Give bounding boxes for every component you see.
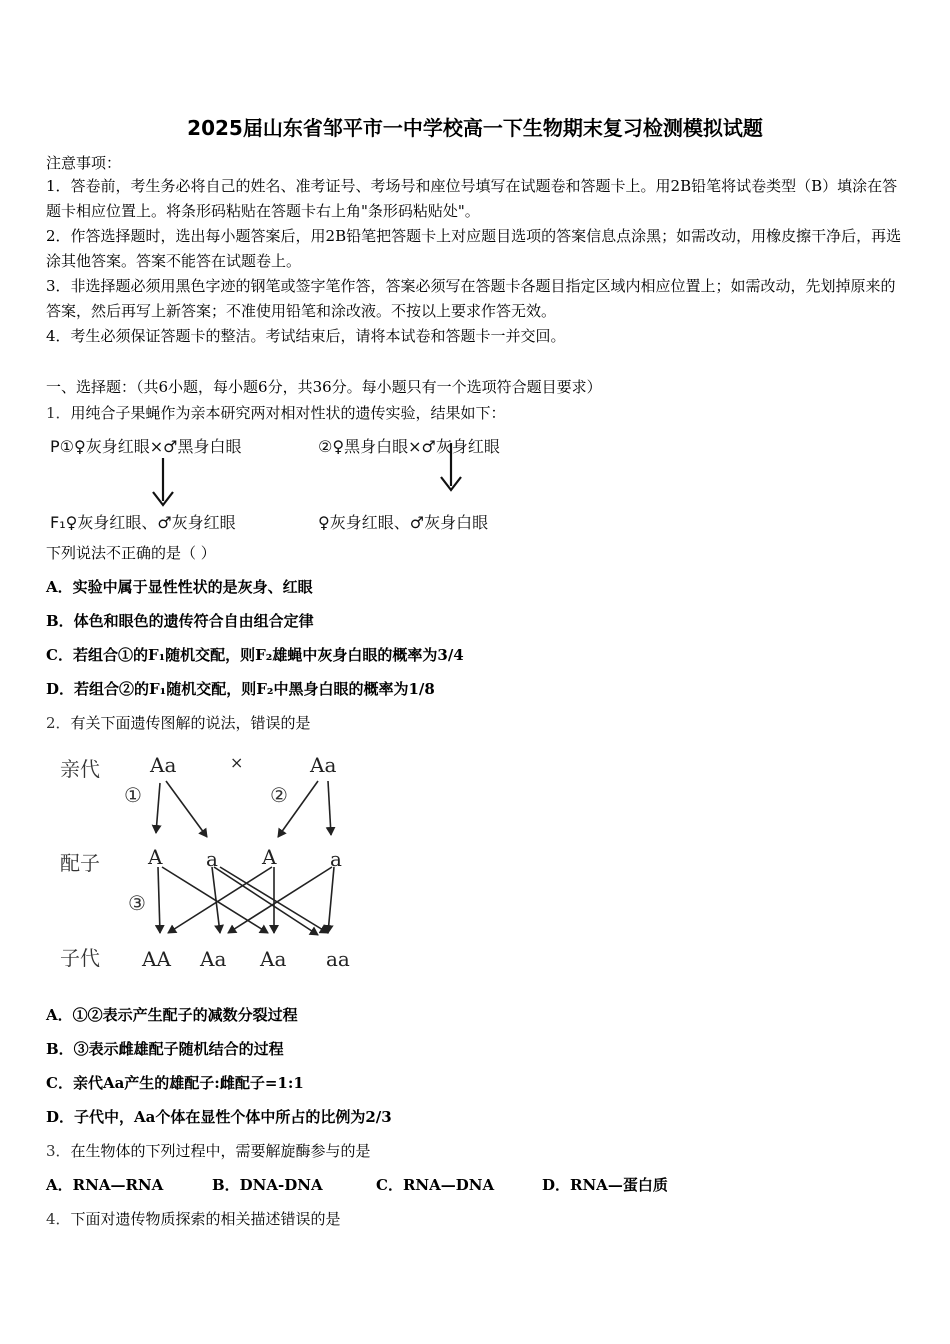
notice-heading: 注意事项： xyxy=(46,154,122,172)
step-marker-1: ① xyxy=(124,783,142,807)
cross-1-parents: P①♀灰身红眼×♂黑身白眼 xyxy=(50,437,242,456)
question-2 xyxy=(46,712,311,733)
q2-option-a: A．①②表示产生配子的减数分裂过程 xyxy=(46,1006,298,1024)
notice-item-2: 2．作答选择题时，选出每小题答案后，用2B铅笔把答题卡上对应题目选项的答案信息点涂黑；如需改动，用橡皮擦干净后，再选涂其他答案。答案不能答在试题卷上。 xyxy=(46,227,902,270)
row-label-gamete: 配子 xyxy=(60,851,100,875)
parent-1: Aa xyxy=(150,753,177,777)
question-number: 4． xyxy=(46,1210,71,1228)
q2-option-c: C．亲代Aa产生的雄配子:雌配子=1:1 xyxy=(46,1074,304,1092)
cross-symbol: × xyxy=(230,753,244,772)
q2-option-b: B．③表示雌雄配子随机结合的过程 xyxy=(46,1040,284,1058)
step-marker-3: ③ xyxy=(128,891,146,915)
gamete-A-1: A xyxy=(148,845,163,869)
q2-option-d: D．子代中，Aa个体在显性个体中所占的比例为2/3 xyxy=(46,1108,392,1126)
offspring-aa: aa xyxy=(326,947,350,971)
notice-item-1: 1．答卷前，考生务必将自己的姓名、准考证号、考场号和座位号填写在试题卷和答题卡上。用2B铅笔将试卷类型（B）填涂在答题卡相应位置上。将条形码粘贴在答题卡右上角"条形码粘贴处"。 xyxy=(46,177,898,220)
question-number: 3． xyxy=(46,1142,71,1160)
row-label-parent: 亲代 xyxy=(60,757,100,781)
gamete-A-2: A xyxy=(262,845,277,869)
cross-1-arrow xyxy=(140,455,180,511)
notice-item-3: 3．非选择题必须用黑色字迹的钢笔或签字笔作答，答案必须写在答题卡各题目指定区域内相应位置上；如需改动，先划掉原来的答案，然后再写上新答案；不准使用铅笔和涂改液。不按以上要求作答无效。 xyxy=(46,277,896,320)
q3-option-a: A．RNA—RNA xyxy=(46,1176,164,1194)
cross-1-f1: F₁♀灰身红眼、♂灰身红眼 xyxy=(50,513,236,532)
gamete-a-1: a xyxy=(206,847,218,871)
page-title: 2025届山东省邹平市一中学校高一下生物期末复习检测模拟试题 xyxy=(187,116,763,140)
q1-option-a: A．实验中属于显性性状的是灰身、红眼 xyxy=(46,578,313,596)
section-heading: 一、选择题：（共6小题，每小题6分，共36分。每小题只有一个选项符合题目要求） xyxy=(46,378,602,396)
question-stem: 在生物体的下列过程中，需要解旋酶参与的是 xyxy=(70,1142,371,1160)
question-stem: 有关下面遗传图解的说法，错误的是 xyxy=(70,714,311,732)
offspring-Aa-1: Aa xyxy=(200,947,227,971)
question-1 xyxy=(46,402,506,423)
q1-option-c: C．若组合①的F₁随机交配，则F₂雄蝇中灰身白眼的概率为3/4 xyxy=(46,646,464,664)
genetics-diagram xyxy=(50,745,370,980)
cross-2-parents: ②♀黑身白眼×♂灰身红眼 xyxy=(318,437,500,456)
cross-2-arrow xyxy=(428,440,468,496)
question-4 xyxy=(46,1208,341,1229)
row-label-offspring: 子代 xyxy=(60,946,100,970)
question-number: 2． xyxy=(46,714,71,732)
question-1-prompt: 下列说法不正确的是（ ） xyxy=(46,544,216,562)
q3-option-b: B．DNA-DNA xyxy=(212,1176,323,1194)
q3-option-d: D．RNA—蛋白质 xyxy=(542,1176,668,1194)
question-number: 1． xyxy=(46,404,71,422)
step-marker-2: ② xyxy=(270,783,288,807)
q1-option-d: D．若组合②的F₁随机交配，则F₂中黑身白眼的概率为1/8 xyxy=(46,680,435,698)
q3-option-c: C．RNA—DNA xyxy=(376,1176,495,1194)
question-stem: 下面对遗传物质探索的相关描述错误的是 xyxy=(70,1210,341,1228)
gamete-a-2: a xyxy=(330,847,342,871)
question-stem: 用纯合子果蝇作为亲本研究两对相对性状的遗传实验，结果如下： xyxy=(70,404,506,422)
notice-item-4: 4．考生必须保证答题卡的整洁。考试结束后，请将本试卷和答题卡一并交回。 xyxy=(46,327,566,345)
parent-2: Aa xyxy=(310,753,337,777)
q1-option-b: B．体色和眼色的遗传符合自由组合定律 xyxy=(46,612,314,630)
cross-2-f1: ♀灰身红眼、♂灰身白眼 xyxy=(318,513,489,532)
offspring-AA: AA xyxy=(142,947,171,971)
question-3 xyxy=(46,1140,371,1161)
offspring-Aa-2: Aa xyxy=(260,947,287,971)
